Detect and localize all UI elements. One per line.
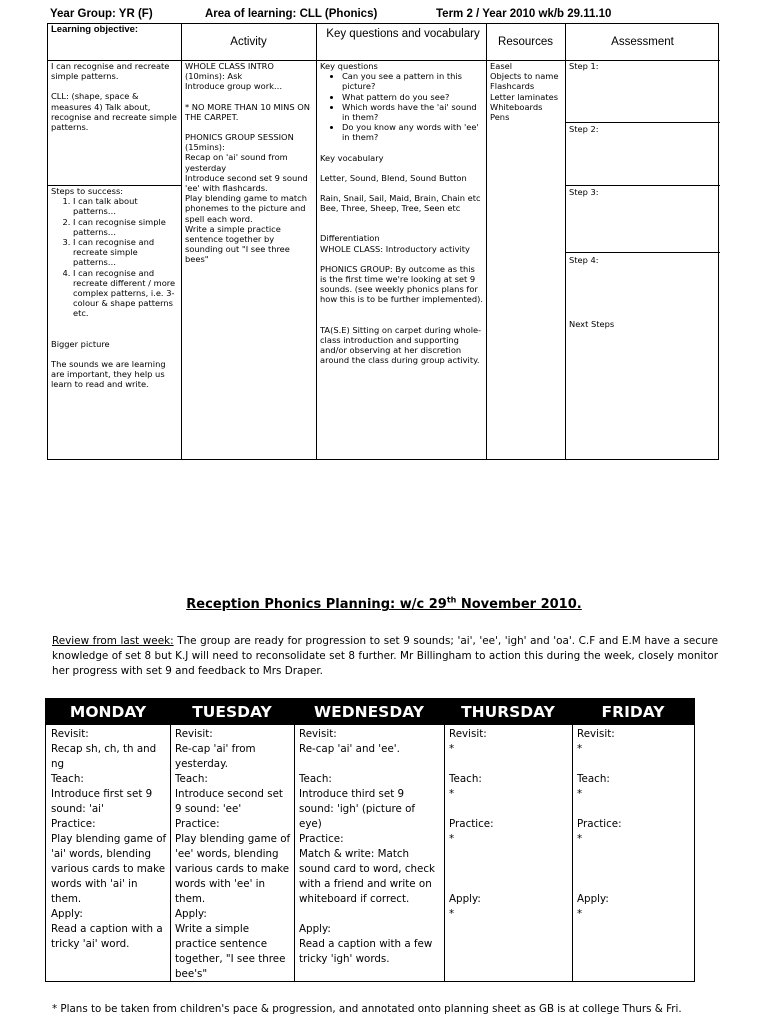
- revisit-text: *: [449, 743, 455, 755]
- objective-line: CLL: (shape, space & measures 4) Talk about, recognise and recreate simple patterns.: [51, 91, 177, 133]
- group-line: Play blending game to match phonemes to the picture and spell each word.: [185, 193, 307, 224]
- vocab-line: Letter, Sound, Blend, Sound Button: [320, 172, 467, 183]
- resource-item: Letter laminates: [490, 91, 559, 102]
- revisit-text: Re-cap 'ai' and 'ee'.: [299, 743, 400, 755]
- key-questions-cell: [320, 61, 484, 365]
- teach-text: *: [449, 788, 455, 800]
- practice-label: Practice:: [449, 818, 494, 830]
- resource-item: Objects to name: [490, 71, 559, 82]
- lesson-plan-table: [47, 23, 719, 460]
- intro-text: Introduce group work…: [185, 81, 283, 92]
- steps-cell: [51, 186, 178, 389]
- assessment-step-4: Step 4:: [569, 255, 599, 265]
- group-title: PHONICS GROUP SESSION (15mins):: [185, 132, 294, 153]
- key-questions-list: [320, 71, 484, 142]
- col-assessment: Assessment: [611, 36, 674, 48]
- review-text: The group are ready for progression to set 9 sounds; 'ai', 'ee', 'igh' and 'oa'. C.F and E.M have a secure knowledge of set 8 but K.J will need to reconsolidate set 8 further. Mr Billingham to action this during the week, closely monitor her progress with set 9 and feedback to Mrs Draper.: [52, 635, 718, 677]
- phonics-title-main: Reception Phonics Planning: w/c 29th November 2010.: [186, 596, 582, 613]
- monday-plan: [51, 727, 167, 952]
- diff-whole-class: WHOLE CLASS: Introductory activity: [320, 243, 470, 254]
- step-item: 2. I can recognise simple patterns…: [73, 217, 178, 237]
- revisit-label: Revisit:: [51, 728, 89, 740]
- col-activity: Activity: [230, 36, 267, 48]
- col-key-questions: Key questions and vocabulary: [326, 28, 480, 40]
- intro-title: WHOLE CLASS INTRO (10mins): Ask: [185, 61, 274, 82]
- revisit-text: Re-cap 'ai' from yesterday.: [175, 743, 256, 770]
- question-item: • Can you see a pattern in this picture?: [342, 71, 484, 91]
- day-thursday: THURSDAY: [461, 703, 555, 721]
- practice-label: Practice:: [577, 818, 622, 830]
- practice-label: Practice:: [175, 818, 220, 830]
- day-tuesday: TUESDAY: [192, 703, 272, 721]
- question-item: • Which words have the 'ai' sound in them?: [342, 102, 484, 122]
- practice-text: *: [449, 833, 455, 845]
- resource-item: Flashcards: [490, 81, 535, 92]
- resource-item: Easel: [490, 61, 513, 71]
- bigger-picture-text: The sounds we are learning are important, they help us learn to read and write.: [51, 358, 166, 390]
- apply-label: Apply:: [449, 893, 481, 905]
- objective-line: I can recognise and recreate simple patterns.: [51, 61, 170, 82]
- area-of-learning: Area of learning: CLL (Phonics): [205, 8, 378, 20]
- practice-label: Practice:: [51, 818, 96, 830]
- practice-label: Practice:: [299, 833, 344, 845]
- apply-text: Read a caption with a tricky 'ai' word.: [51, 923, 163, 950]
- group-line: Recap on 'ai' sound from yesterday: [185, 152, 288, 173]
- col-resources: Resources: [498, 36, 553, 48]
- teach-label: Teach:: [51, 773, 84, 785]
- steps-title: Steps to success:: [51, 186, 124, 196]
- activity-cell: [185, 61, 313, 265]
- resources-cell: [490, 61, 564, 122]
- apply-label: Apply:: [175, 908, 207, 920]
- teach-label: Teach:: [577, 773, 610, 785]
- apply-label: Apply:: [51, 908, 83, 920]
- revisit-text: *: [577, 743, 583, 755]
- assessment-next-steps: Next Steps: [569, 319, 615, 329]
- friday-plan: [577, 727, 691, 922]
- question-item: • Do you know any words with 'ee' in them?: [342, 122, 484, 142]
- apply-text: Write a simple practice sentence together, "I see three bee's": [175, 923, 286, 980]
- apply-text: *: [449, 908, 455, 920]
- revisit-text: Recap sh, ch, th and ng: [51, 743, 157, 770]
- review-label: Review from last week:: [52, 635, 174, 647]
- bigger-picture-title: Bigger picture: [51, 338, 110, 349]
- practice-text: Play blending game of 'ai' words, blending various cards to make words with 'ai' in them.: [51, 833, 167, 905]
- tuesday-plan: [175, 727, 291, 982]
- review-paragraph: [52, 634, 718, 679]
- diff-phonics-group: PHONICS GROUP: By outcome as this is the first time we're looking at set 9 sounds. (see weekly phonics plans for how this is to be further implemented).: [320, 263, 484, 305]
- day-monday: MONDAY: [69, 703, 147, 721]
- apply-label: Apply:: [299, 923, 331, 935]
- differentiation-title: Differentiation: [320, 233, 380, 244]
- apply-label: Apply:: [577, 893, 609, 905]
- day-wednesday: WEDNESDAY: [314, 703, 424, 721]
- apply-text: Read a caption with a few tricky 'igh' words.: [299, 938, 433, 965]
- assessment-step-1: Step 1:: [569, 61, 599, 71]
- steps-list: [51, 196, 178, 318]
- teach-label: Teach:: [175, 773, 208, 785]
- term-label: Term 2 / Year 2010 wk/b 29.11.10: [436, 8, 612, 20]
- learning-objective-label: Learning objective:: [51, 24, 139, 35]
- objective-cell: [51, 61, 178, 132]
- thursday-plan: [449, 727, 569, 922]
- revisit-label: Revisit:: [175, 728, 213, 740]
- day-friday: FRIDAY: [601, 703, 665, 721]
- teach-label: Teach:: [299, 773, 332, 785]
- step-item: 4. I can recognise and recreate different / more complex patterns, i.e. 3-colour & shape patterns etc.: [73, 268, 178, 319]
- wednesday-plan: [299, 727, 441, 967]
- revisit-label: Revisit:: [449, 728, 487, 740]
- teach-text: Introduce first set 9 sound: 'ai': [51, 788, 153, 815]
- practice-text: Play blending game of 'ee' words, blending various cards to make words with 'ee' in them.: [175, 833, 291, 905]
- weekly-plan-table: [45, 698, 695, 982]
- vocab-line: Rain, Snail, Sail, Maid, Brain, Chain etc Bee, Three, Sheep, Tree, Seen etc: [320, 193, 481, 214]
- step-item: 3. I can recognise and recreate simple patterns…: [73, 237, 178, 268]
- footnote: * Plans to be taken from children's pace & progression, and annotated onto planning sheet as GB is at college Thurs & Fri.: [52, 1003, 682, 1015]
- assessment-step-2: Step 2:: [569, 124, 599, 134]
- resource-item: Whiteboards: [490, 101, 543, 112]
- key-questions-title: Key questions: [320, 61, 378, 71]
- teach-text: Introduce third set 9 sound: 'igh' (picture of eye): [299, 788, 416, 830]
- step-item: 1. I can talk about patterns…: [73, 196, 178, 216]
- teach-label: Teach:: [449, 773, 482, 785]
- practice-text: Match & write: Match sound card to word, check with a friend and write on whiteboard if correct.: [299, 848, 435, 905]
- group-line: Introduce second set 9 sound 'ee' with flashcards.: [185, 172, 308, 194]
- assessment-step-3: Step 3:: [569, 187, 599, 197]
- revisit-label: Revisit:: [299, 728, 337, 740]
- apply-text: *: [577, 908, 583, 920]
- practice-text: *: [577, 833, 583, 845]
- year-group: Year Group: YR (F): [50, 8, 153, 20]
- resource-item: Pens: [490, 112, 510, 123]
- revisit-label: Revisit:: [577, 728, 615, 740]
- group-line: Write a simple practice sentence together by sounding out "I see three bees": [185, 223, 290, 265]
- teach-text: *: [577, 788, 583, 800]
- ta-note: TA(S.E) Sitting on carpet during whole-class introduction and supporting and/or observing at her discretion around the class during group activity.: [320, 324, 482, 366]
- carpet-note: * NO MORE THAN 10 MINS ON THE CARPET.: [185, 101, 310, 122]
- teach-text: Introduce second set 9 sound: 'ee': [175, 788, 283, 815]
- phonics-title: [0, 596, 768, 612]
- question-item: • What pattern do you see?: [342, 92, 484, 102]
- vocab-title: Key vocabulary: [320, 152, 384, 163]
